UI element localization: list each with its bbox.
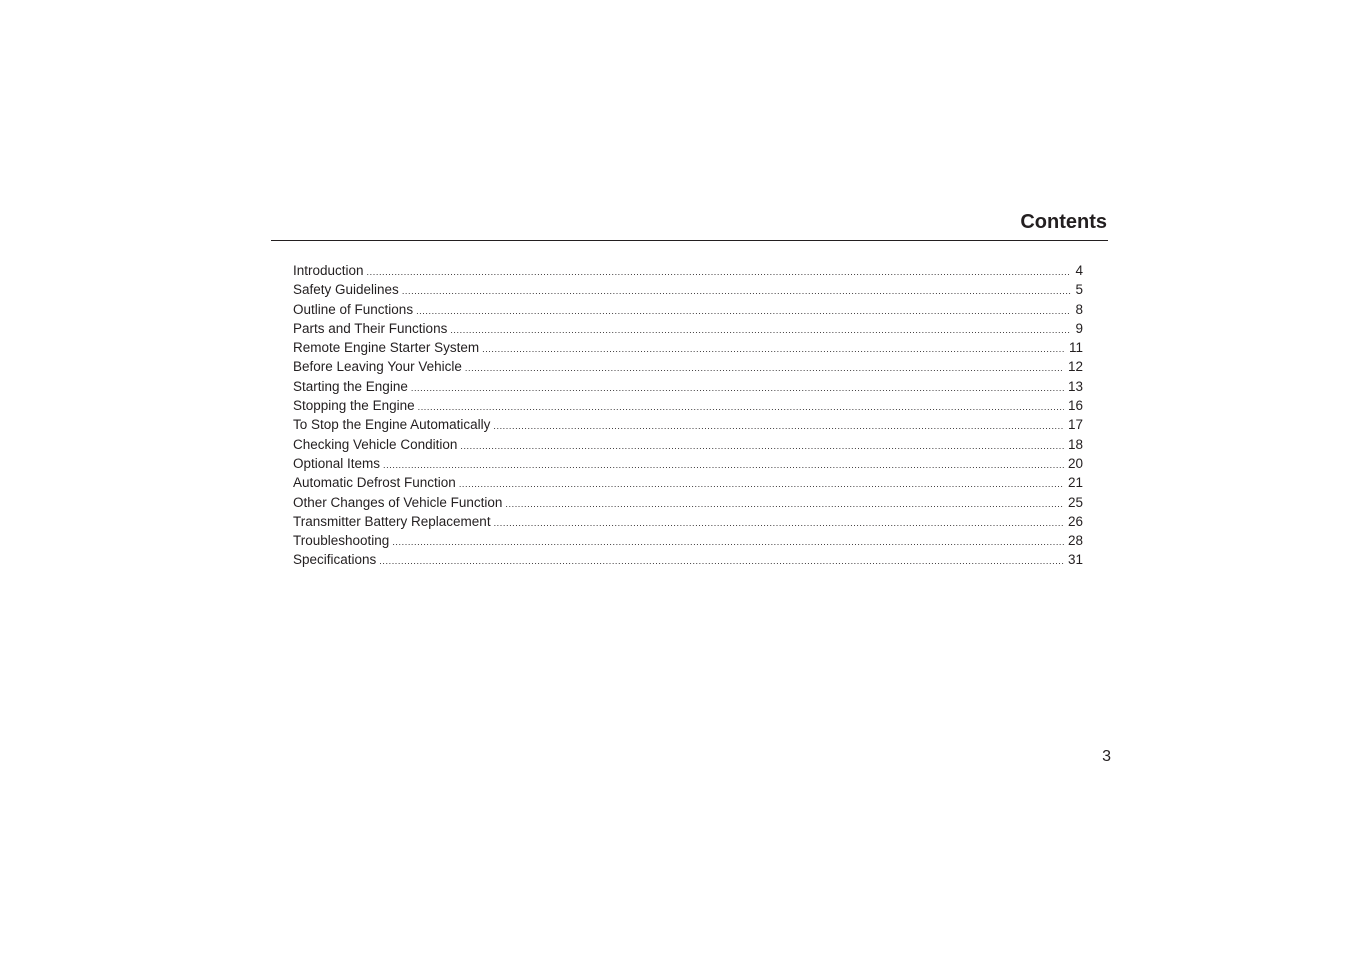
toc-entry-label: Specifications <box>293 552 377 568</box>
toc-entry-label: Introduction <box>293 263 364 278</box>
toc-entry-page: 5 <box>1075 282 1083 298</box>
toc-entry-page: 8 <box>1075 301 1083 317</box>
toc-dot-leader <box>402 282 1072 301</box>
toc-entry-page: 28 <box>1067 533 1083 549</box>
toc-dot-leader <box>416 302 1071 321</box>
toc-entry-label: Outline of Functions <box>293 301 414 317</box>
toc-entry-page: 17 <box>1067 417 1083 433</box>
toc-dot-leader <box>418 398 1064 417</box>
toc-entry[interactable] <box>293 357 1083 376</box>
toc-entry-label: Starting the Engine <box>293 378 408 394</box>
toc-entry[interactable] <box>293 415 1083 434</box>
title-divider <box>271 240 1108 241</box>
toc-entry-label: Parts and Their Functions <box>293 320 448 336</box>
toc-dot-leader <box>450 321 1071 340</box>
toc-entry-page: 26 <box>1067 513 1083 529</box>
toc-entry[interactable] <box>293 280 1083 299</box>
toc-entry-page: 4 <box>1075 263 1083 278</box>
page-number: 3 <box>1102 748 1111 765</box>
toc-dot-leader <box>465 359 1064 378</box>
toc-entry[interactable] <box>293 338 1083 357</box>
toc-dot-leader <box>482 340 1065 359</box>
toc-entry[interactable] <box>293 493 1083 512</box>
toc-entry[interactable] <box>293 454 1083 473</box>
toc-entry-page: 9 <box>1075 320 1083 336</box>
toc-entry-page: 16 <box>1067 398 1083 414</box>
toc-entry-page: 20 <box>1067 455 1083 471</box>
toc-dot-leader <box>379 552 1064 571</box>
toc-dot-leader <box>411 379 1064 398</box>
toc-dot-leader <box>460 437 1064 456</box>
toc-entry-label: Checking Vehicle Condition <box>293 436 458 452</box>
toc-entry[interactable] <box>293 300 1083 319</box>
toc-entry-label: Transmitter Battery Replacement <box>293 513 491 529</box>
toc-entry-label: Automatic Defrost Function <box>293 475 456 491</box>
toc-entry-label: Optional Items <box>293 455 381 471</box>
table-of-contents <box>293 261 1083 570</box>
toc-entry-page: 18 <box>1067 436 1083 452</box>
toc-entry-label: Remote Engine Starter System <box>293 340 480 356</box>
toc-entry-page: 25 <box>1067 494 1083 510</box>
toc-entry[interactable] <box>293 377 1083 396</box>
toc-entry[interactable] <box>293 319 1083 338</box>
page-title: Contents <box>1020 211 1107 233</box>
toc-entry-label: Safety Guidelines <box>293 282 399 298</box>
toc-dot-leader <box>459 475 1064 494</box>
toc-entry-label: Stopping the Engine <box>293 398 415 414</box>
toc-dot-leader <box>392 533 1064 552</box>
toc-entry-page: 12 <box>1067 359 1083 375</box>
toc-entry-page: 21 <box>1067 475 1083 491</box>
toc-dot-leader <box>383 456 1064 475</box>
toc-dot-leader <box>505 495 1064 514</box>
toc-entry-label: To Stop the Engine Automatically <box>293 417 491 433</box>
toc-entry[interactable] <box>293 550 1083 569</box>
toc-entry[interactable] <box>293 473 1083 492</box>
toc-entry[interactable] <box>293 512 1083 531</box>
toc-entry-label: Before Leaving Your Vehicle <box>293 359 462 375</box>
toc-entry[interactable] <box>293 261 1083 280</box>
toc-entry[interactable] <box>293 531 1083 550</box>
toc-dot-leader <box>367 263 1072 282</box>
toc-dot-leader <box>493 417 1064 436</box>
toc-entry-label: Other Changes of Vehicle Function <box>293 494 503 510</box>
toc-entry-page: 11 <box>1068 340 1083 356</box>
toc-entry[interactable] <box>293 396 1083 415</box>
toc-dot-leader <box>494 514 1064 533</box>
toc-entry-page: 31 <box>1067 552 1083 568</box>
toc-entry-label: Troubleshooting <box>293 533 390 549</box>
toc-entry-page: 13 <box>1067 378 1083 394</box>
toc-entry[interactable] <box>293 435 1083 454</box>
